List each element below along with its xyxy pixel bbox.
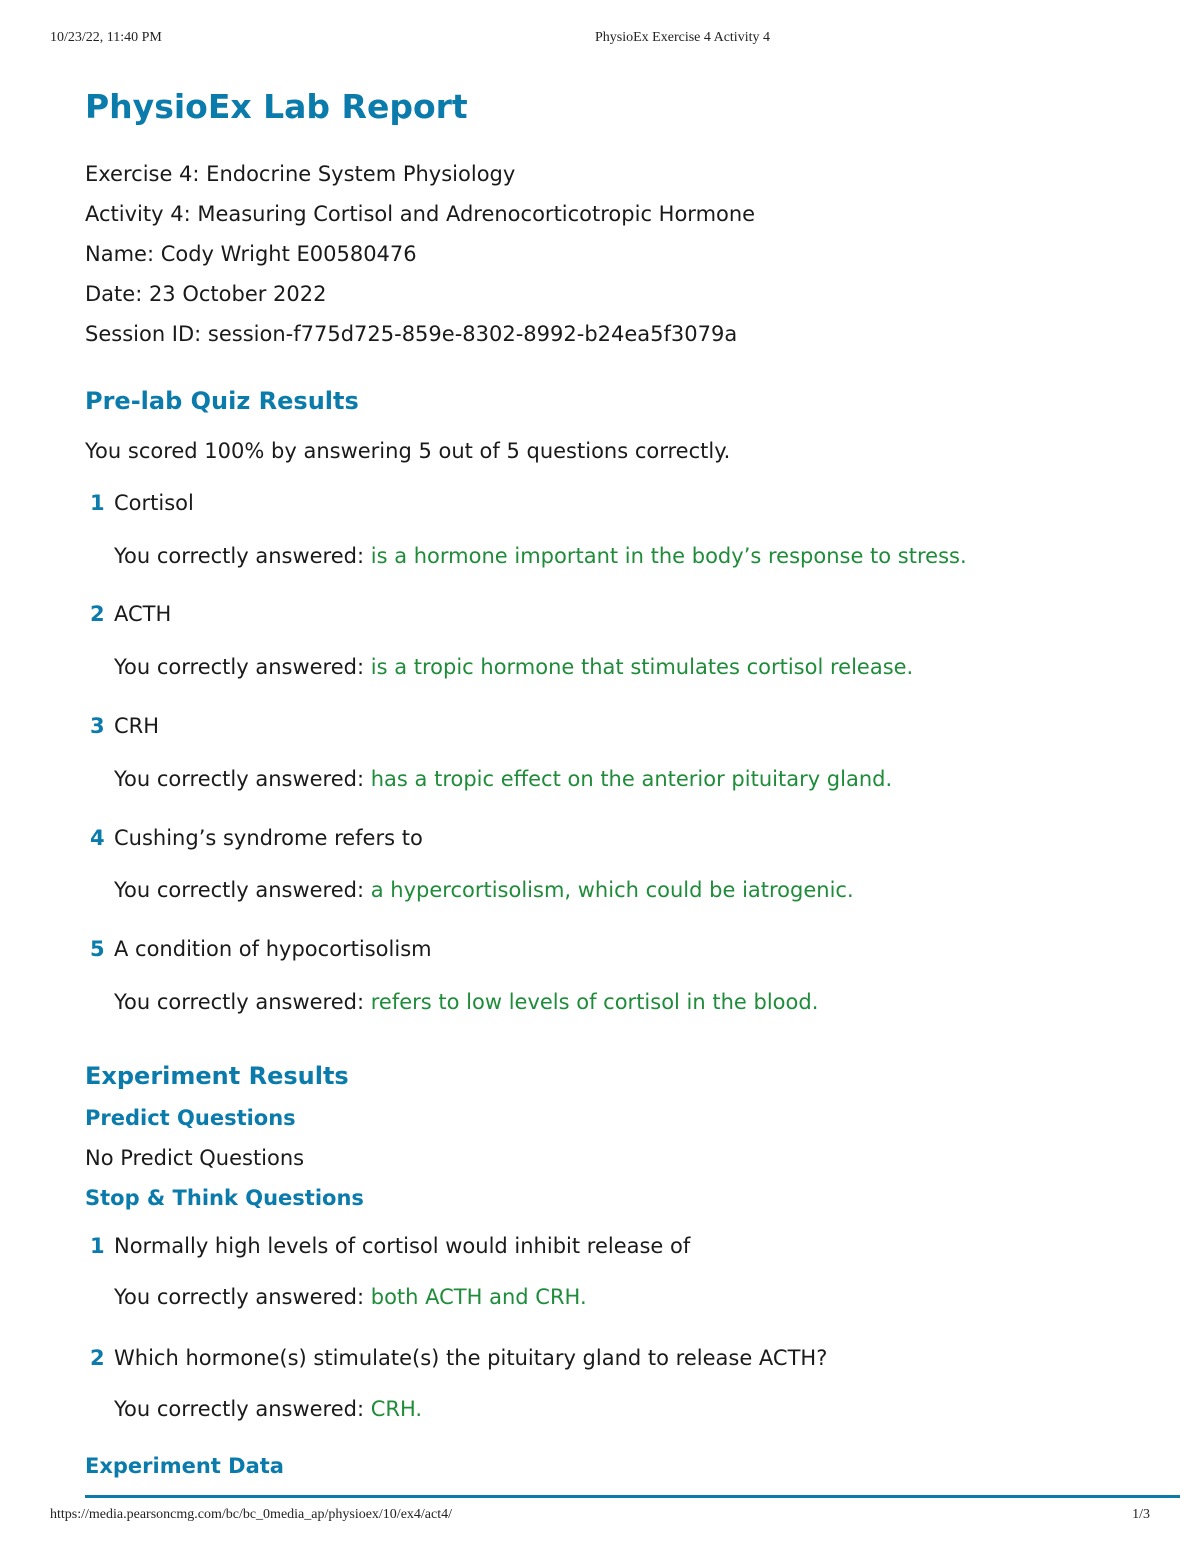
- answer-prefix: You correctly answered:: [114, 1285, 365, 1309]
- name-line: Name: Cody Wright E00580476: [85, 242, 417, 266]
- prelab-answer: [114, 987, 1164, 1017]
- stop-answer: [114, 1394, 1164, 1424]
- answer-value: refers to low levels of cortisol in the blood.: [370, 990, 819, 1014]
- question-text: Cushing’s syndrome refers to: [114, 826, 423, 850]
- question-text: Cortisol: [114, 491, 194, 515]
- report-meta: [85, 154, 1135, 354]
- prelab-question: [85, 711, 1135, 741]
- prelab-answer: [114, 764, 1164, 794]
- question-number: 1: [90, 1234, 105, 1258]
- question-number: 2: [90, 602, 105, 626]
- predict-none-text: No Predict Questions: [85, 1146, 305, 1170]
- print-page-number: 1/3: [1132, 1507, 1150, 1522]
- session-line: Session ID: session-f775d725-859e-8302-8992-b24ea5f3079a: [85, 322, 738, 346]
- predict-heading: Predict Questions: [85, 1106, 296, 1130]
- answer-value: is a tropic hormone that stimulates cortisol release.: [370, 655, 914, 679]
- answer-prefix: You correctly answered:: [114, 878, 365, 902]
- activity-line: Activity 4: Measuring Cortisol and Adrenocorticotropic Hormone: [85, 202, 756, 226]
- answer-prefix: You correctly answered:: [114, 544, 365, 568]
- prelab-answer: [114, 541, 1164, 571]
- question-text: CRH: [114, 714, 160, 738]
- exercise-line: Exercise 4: Endocrine System Physiology: [85, 162, 516, 186]
- print-header: [50, 30, 1150, 50]
- print-url: https://media.pearsoncmg.com/bc/bc_0media_ap/physioex/10/ex4/act4/: [50, 1507, 453, 1522]
- answer-prefix: You correctly answered:: [114, 767, 365, 791]
- stop-think-heading: Stop & Think Questions: [85, 1186, 364, 1210]
- answer-prefix: You correctly answered:: [114, 655, 365, 679]
- prelab-question: [85, 823, 1135, 853]
- prelab-question-list: [85, 488, 1135, 1017]
- experiment-data-heading: Experiment Data: [85, 1454, 284, 1478]
- print-datetime: 10/23/22, 11:40 PM: [50, 30, 162, 45]
- question-text: ACTH: [114, 602, 172, 626]
- answer-value: has a tropic effect on the anterior pituitary gland.: [370, 767, 893, 791]
- stop-answer: [114, 1282, 1164, 1312]
- stop-question: [85, 1231, 1135, 1261]
- question-text: A condition of hypocortisolism: [114, 937, 432, 961]
- prelab-score: You scored 100% by answering 5 out of 5 questions correctly.: [85, 439, 731, 463]
- question-number: 2: [90, 1346, 105, 1370]
- question-number: 5: [90, 937, 105, 961]
- answer-value: is a hormone important in the body’s response to stress.: [370, 544, 967, 568]
- prelab-heading: Pre-lab Quiz Results: [85, 387, 359, 415]
- print-page-title: PhysioEx Exercise 4 Activity 4: [595, 30, 770, 45]
- answer-value: both ACTH and CRH.: [370, 1285, 587, 1309]
- stop-question-list: [85, 1231, 1135, 1424]
- answer-value: a hypercortisolism, which could be iatrogenic.: [370, 878, 854, 902]
- question-number: 1: [90, 491, 105, 515]
- footer-divider: [85, 1495, 1180, 1498]
- prelab-question: [85, 599, 1135, 629]
- question-text: Normally high levels of cortisol would inhibit release of: [114, 1234, 691, 1258]
- report-content: [85, 84, 1135, 1481]
- date-line: Date: 23 October 2022: [85, 282, 327, 306]
- question-number: 3: [90, 714, 105, 738]
- prelab-answer: [114, 875, 1164, 905]
- question-number: 4: [90, 826, 105, 850]
- stop-question: [85, 1343, 1135, 1373]
- prelab-answer: [114, 652, 1164, 682]
- answer-prefix: You correctly answered:: [114, 990, 365, 1014]
- question-text: Which hormone(s) stimulate(s) the pituitary gland to release ACTH?: [114, 1346, 828, 1370]
- print-footer: [50, 1495, 1150, 1535]
- experiment-heading: Experiment Results: [85, 1062, 349, 1090]
- prelab-question: [85, 934, 1135, 964]
- report-title: PhysioEx Lab Report: [85, 87, 468, 126]
- prelab-question: [85, 488, 1135, 518]
- answer-prefix: You correctly answered:: [114, 1397, 365, 1421]
- answer-value: CRH.: [370, 1397, 423, 1421]
